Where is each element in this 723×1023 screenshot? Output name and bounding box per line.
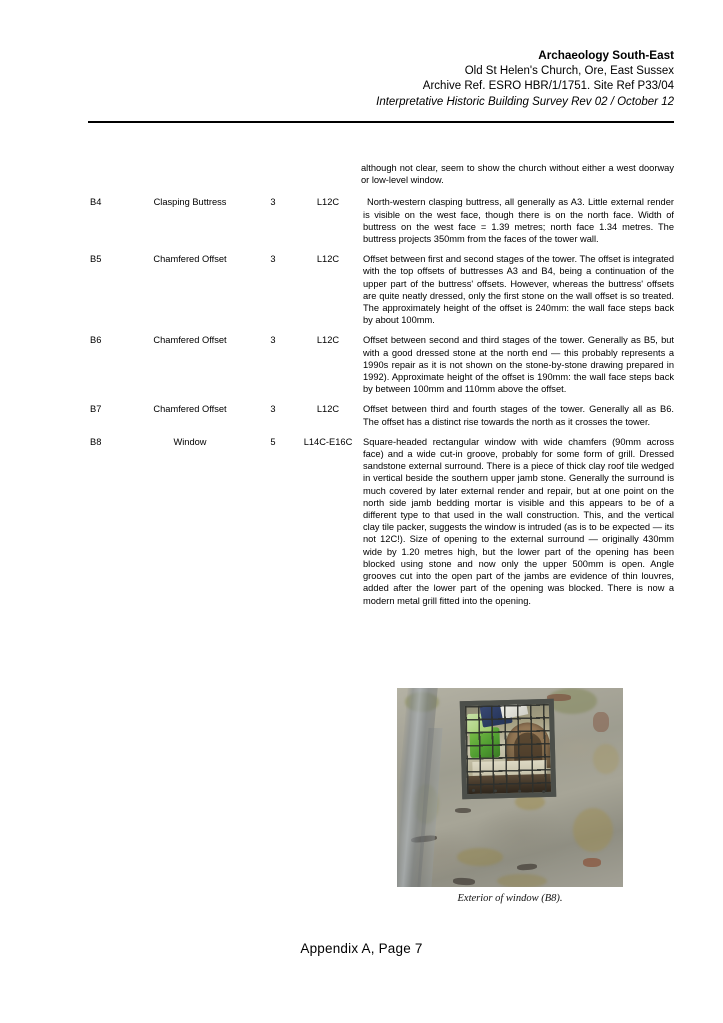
brick-patch (583, 858, 601, 867)
feature-description: Offset between third and fourth stages of the tower. Generally all as B6. The offset has a distinct rise towards the north as it crosses the tower. (363, 404, 674, 427)
table-row (88, 436, 674, 607)
header-divider (88, 121, 674, 123)
feature-id: B4 (90, 197, 102, 208)
lichen-patch (593, 744, 619, 774)
lichen-patch (457, 848, 503, 866)
grill-bolt (542, 790, 545, 793)
feature-name: Chamfered Offset (153, 335, 227, 346)
feature-date-code: L14C-E16C (303, 436, 353, 447)
feature-description: Square-headed rectangular window with wide chamfers (90mm across face) and a wide cut-in groove, probably for some form of grill. Dressed sandstone external surround. There is a piece of thick clay roof tile wedged in vertical beside the southern upper jamb stone. Generally the surround is much covered by later external render and repair, but at one point on the north side jamb bedding mortar is visible and this appears to be of a different type to that used in the wall construction. This, and the vertical clay tile packer, suggests the window is intruded (as is to be expected — its not 12C!). Size of opening to the external surround — originally 430mm wide by 1.20 metres high, but the lower part of the opening has been blocked using stone and now only the upper 500mm is open. Angle grooves cut into the open part of the jambs are evidence of thin louvres, added after the lower part of the opening was blocked. There is now a modern metal grill fitted into the opening. (363, 436, 674, 606)
feature-description: North-western clasping buttress, all generally as A3. Little external render is visible on the west face, though there is on the north face. Width of buttress on the west face = 1.39 metres; north face 1.34 metres. The buttress projects 350mm from the faces of the tower wall. (363, 197, 674, 245)
feature-id: B7 (90, 404, 102, 415)
window-opening-b8 (460, 699, 557, 799)
feature-id: B6 (90, 335, 102, 346)
lichen-patch (497, 874, 547, 887)
feature-id: B5 (90, 254, 102, 265)
header-survey-title: Interpretative Historic Building Survey Rev 02 / October 12 (376, 95, 674, 108)
feature-date-code: L12C (316, 335, 340, 346)
feature-number: 5 (270, 436, 276, 447)
grill-bolt (472, 789, 475, 792)
page-header (88, 48, 674, 110)
stone-patch (453, 877, 475, 885)
header-site: Old St Helen's Church, Ore, East Sussex (464, 64, 674, 77)
feature-description: Offset between first and second stages of the tower. The offset is integrated with the top offsets of buttresses A3 and B4, being a continuation of the upper part of the buttress' offsets. However, whereas the buttress' offsets are quite neatly dressed, only the first stone on the wall offset is so treated. The approximately height of the offset is 240mm: the wall face steps back by about 100mm. (363, 254, 674, 326)
feature-description: Offset between second and third stages of the tower. Generally as B5, but with a good dressed stone at the north end — this probably represents a 1990s repair as it is not shown on the stone-by-stone drawing prepared in 1992). Approximate height of the offset is 190mm: the wall face steps back by between 100mm and 110mm above the offset. (363, 335, 674, 395)
feature-date-code: L12C (316, 254, 340, 265)
header-organisation: Archaeology South-East (538, 49, 674, 62)
feature-id: B8 (90, 436, 102, 447)
feature-name: Chamfered Offset (153, 404, 227, 415)
feature-name: Clasping Buttress (153, 197, 227, 208)
stone-patch (517, 863, 537, 870)
feature-date-code: L12C (316, 404, 340, 415)
figure-photograph (397, 688, 623, 887)
header-archive-ref: Archive Ref. ESRO HBR/1/1751. Site Ref P33/04 (422, 80, 674, 92)
feature-name: Window (173, 436, 207, 447)
table-row (88, 196, 674, 245)
figure-caption: Exterior of window (B8). (457, 893, 563, 904)
continuation-description: although not clear, seem to show the church without either a west doorway or low-level window. (361, 163, 674, 186)
table-row-continuation (88, 162, 674, 186)
brick-patch (593, 712, 609, 732)
table-row (88, 253, 674, 326)
feature-number: 3 (270, 404, 276, 415)
table-row (88, 403, 674, 427)
feature-date-code: L12C (316, 197, 340, 208)
table-row (88, 334, 674, 395)
stone-patch (455, 808, 471, 813)
grill-bolt (494, 789, 497, 792)
feature-number: 3 (270, 254, 276, 265)
feature-number: 3 (270, 197, 276, 208)
feature-name: Chamfered Offset (153, 254, 227, 265)
grill-bolt (518, 790, 521, 793)
photo-wall-exterior (397, 688, 623, 887)
page-footer: Appendix A, Page 7 (300, 941, 423, 956)
lichen-patch (573, 808, 613, 852)
grill-mesh (465, 704, 551, 794)
lichen-patch (547, 688, 597, 714)
feature-table (88, 162, 674, 615)
feature-number: 3 (270, 335, 276, 346)
